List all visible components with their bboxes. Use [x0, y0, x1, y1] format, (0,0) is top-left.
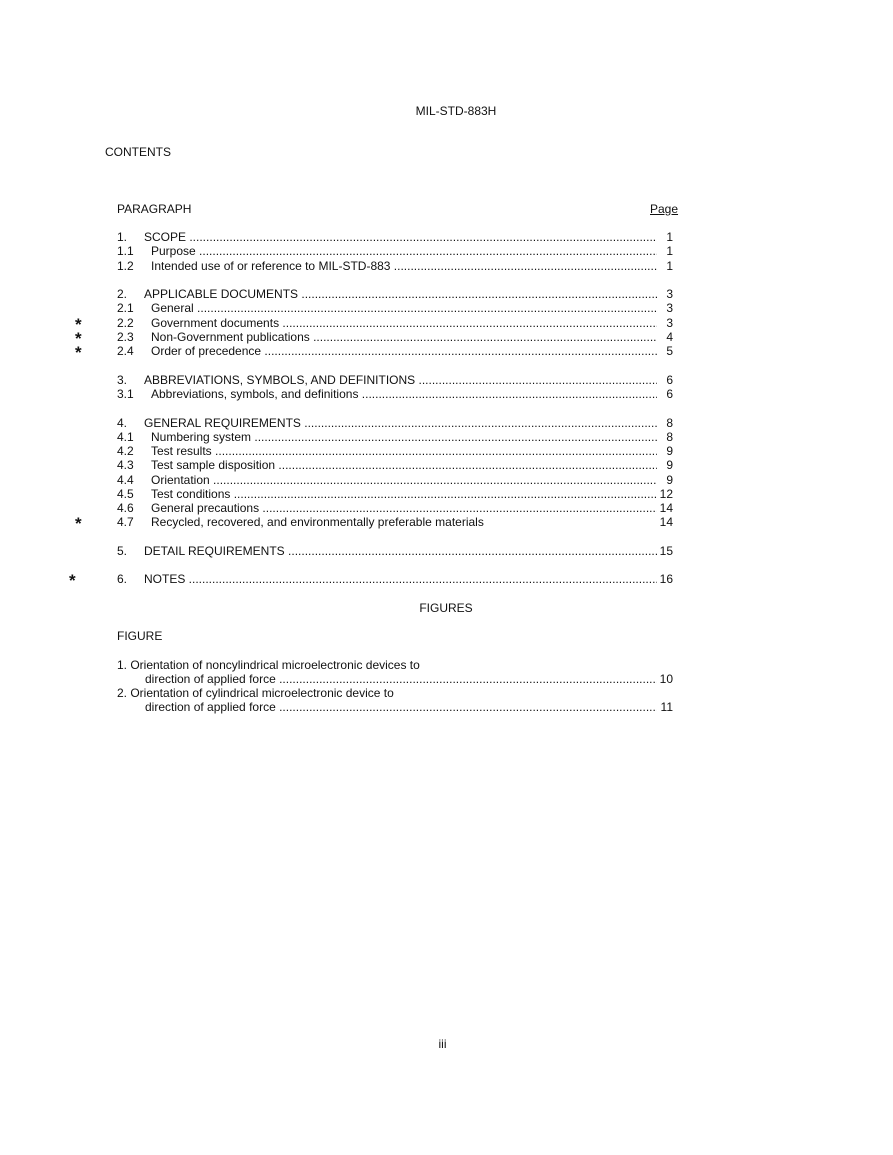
- toc-entry-page: 14: [659, 501, 673, 515]
- toc-entry-number: 4.6: [117, 501, 134, 515]
- toc-entry-page: 6: [666, 387, 673, 401]
- toc-entry[interactable]: [117, 244, 673, 258]
- toc-entry[interactable]: [117, 373, 673, 387]
- toc-entry-number: 3.: [117, 373, 128, 387]
- toc-entry-page: 9: [666, 444, 673, 458]
- toc-entry-title: Abbreviations, symbols, and definitions .....: [151, 387, 657, 401]
- toc-entry[interactable]: [117, 230, 673, 244]
- page-number: iii: [438, 1037, 447, 1051]
- toc-entry-title: Test sample disposition .....: [151, 458, 657, 472]
- toc-entry-page: 12: [659, 487, 673, 501]
- toc-entry[interactable]: [117, 344, 673, 358]
- toc-entry-title: General precautions .....: [151, 501, 657, 515]
- toc-entry-page: 3: [666, 316, 673, 330]
- toc-entry-title: Test conditions .....: [151, 487, 657, 501]
- figure-entry-page: 11: [660, 700, 673, 714]
- toc-entry-page: 14: [659, 515, 673, 529]
- toc-entry-number: 4.5: [117, 487, 134, 501]
- toc-entry-number: 2.4: [117, 344, 134, 358]
- paragraph-column-header: PARAGRAPH: [117, 202, 192, 216]
- toc-entry[interactable]: [117, 287, 673, 301]
- toc-entry-page: 16: [659, 572, 673, 586]
- toc-entry-page: 8: [666, 416, 673, 430]
- toc-entry-title: GENERAL REQUIREMENTS .....: [144, 416, 657, 430]
- toc-entry-number: 1.2: [117, 259, 134, 273]
- toc-entry-number: 3.1: [117, 387, 134, 401]
- toc-entry-number: 4.3: [117, 458, 134, 472]
- toc-entry-title: Numbering system .....: [151, 430, 657, 444]
- toc-entry-page: 9: [666, 458, 673, 472]
- toc-entry[interactable]: [117, 458, 673, 472]
- toc-entry[interactable]: [117, 416, 673, 430]
- toc-entry-number: 2.: [117, 287, 128, 301]
- toc-entry[interactable]: [117, 544, 673, 558]
- figure-entry-subtitle: direction of applied force .....: [145, 700, 657, 714]
- figure-entry-page: 10: [659, 672, 673, 686]
- toc-entry-number: 2.3: [117, 330, 134, 344]
- toc-entry-number: 4.7: [117, 515, 134, 529]
- toc-entry[interactable]: [117, 473, 673, 487]
- toc-entry[interactable]: [117, 515, 673, 529]
- toc-entry-number: 1.1: [117, 244, 134, 258]
- toc-entry-number: 4.1: [117, 430, 134, 444]
- toc-entry[interactable]: [117, 430, 673, 444]
- toc-entry-title: Government documents .....: [151, 316, 657, 330]
- toc-entry-page: 15: [659, 544, 673, 558]
- toc-entry-title: ABBREVIATIONS, SYMBOLS, AND DEFINITIONS .....: [144, 373, 657, 387]
- toc-entry[interactable]: [117, 444, 673, 458]
- figure-entry-continuation: [145, 672, 673, 686]
- change-marker-asterisk: *: [75, 329, 82, 348]
- toc-entry-number: 5.: [117, 544, 128, 558]
- figure-entry-title[interactable]: 2. Orientation of cylindrical microelectronic device to: [117, 686, 394, 700]
- toc-entry-title: DETAIL REQUIREMENTS .....: [144, 544, 657, 558]
- figure-entry-subtitle: direction of applied force .....: [145, 672, 657, 686]
- page-column-header: Page: [650, 202, 679, 216]
- toc-entry-title: Non-Government publications .....: [151, 330, 657, 344]
- toc-entry[interactable]: [117, 301, 673, 315]
- toc-entry-page: 1: [666, 259, 673, 273]
- toc-entry-page: 4: [666, 330, 673, 344]
- toc-entry-page: 1: [666, 230, 673, 244]
- toc-entry-number: 1.: [117, 230, 128, 244]
- toc-entry[interactable]: [117, 572, 673, 586]
- toc-entry-page: 1: [666, 244, 673, 258]
- toc-entry-number: 2.1: [117, 301, 134, 315]
- toc-entry-title: Orientation .....: [151, 473, 657, 487]
- toc-entry-number: 2.2: [117, 316, 134, 330]
- toc-entry-number: 4.4: [117, 473, 134, 487]
- toc-entry[interactable]: [117, 330, 673, 344]
- toc-entry-page: 8: [666, 430, 673, 444]
- change-marker-asterisk: *: [75, 315, 82, 334]
- change-marker-asterisk: *: [69, 571, 76, 590]
- toc-entry[interactable]: [117, 259, 673, 273]
- toc-entry[interactable]: [117, 501, 673, 515]
- toc-entry-title: Test results .....: [151, 444, 657, 458]
- toc-entry-page: 5: [666, 344, 673, 358]
- toc-entry-title: Order of precedence .....: [151, 344, 657, 358]
- toc-entry-title: APPLICABLE DOCUMENTS .....: [144, 287, 657, 301]
- toc-entry-title: General .....: [151, 301, 657, 315]
- toc-entry-page: 9: [666, 473, 673, 487]
- change-marker-asterisk: *: [75, 514, 82, 533]
- document-id: MIL-STD-883H: [415, 104, 497, 118]
- toc-entry-number: 4.: [117, 416, 128, 430]
- toc-entry-title: NOTES .....: [144, 572, 657, 586]
- toc-entry[interactable]: [117, 487, 673, 501]
- figure-entry-continuation: [145, 700, 673, 714]
- toc-entry-title: Recycled, recovered, and environmentally preferable materials: [151, 515, 484, 529]
- toc-entry[interactable]: [117, 316, 673, 330]
- figure-entry-title[interactable]: 1. Orientation of noncylindrical microelectronic devices to: [117, 658, 420, 672]
- toc-entry-title: Purpose .....: [151, 244, 657, 258]
- toc-entry-page: 3: [666, 287, 673, 301]
- toc-entry-number: 4.2: [117, 444, 134, 458]
- change-marker-asterisk: *: [75, 343, 82, 362]
- toc-entry-page: 6: [666, 373, 673, 387]
- toc-entry[interactable]: [117, 387, 673, 401]
- figure-column-header: FIGURE: [117, 629, 163, 643]
- toc-entry-page: 3: [666, 301, 673, 315]
- toc-entry-title: Intended use of or reference to MIL-STD-883 .....: [151, 259, 657, 273]
- figures-section-title: FIGURES: [419, 601, 473, 615]
- toc-entry-title: SCOPE .....: [144, 230, 657, 244]
- toc-entry-number: 6.: [117, 572, 128, 586]
- contents-title: CONTENTS: [105, 145, 171, 159]
